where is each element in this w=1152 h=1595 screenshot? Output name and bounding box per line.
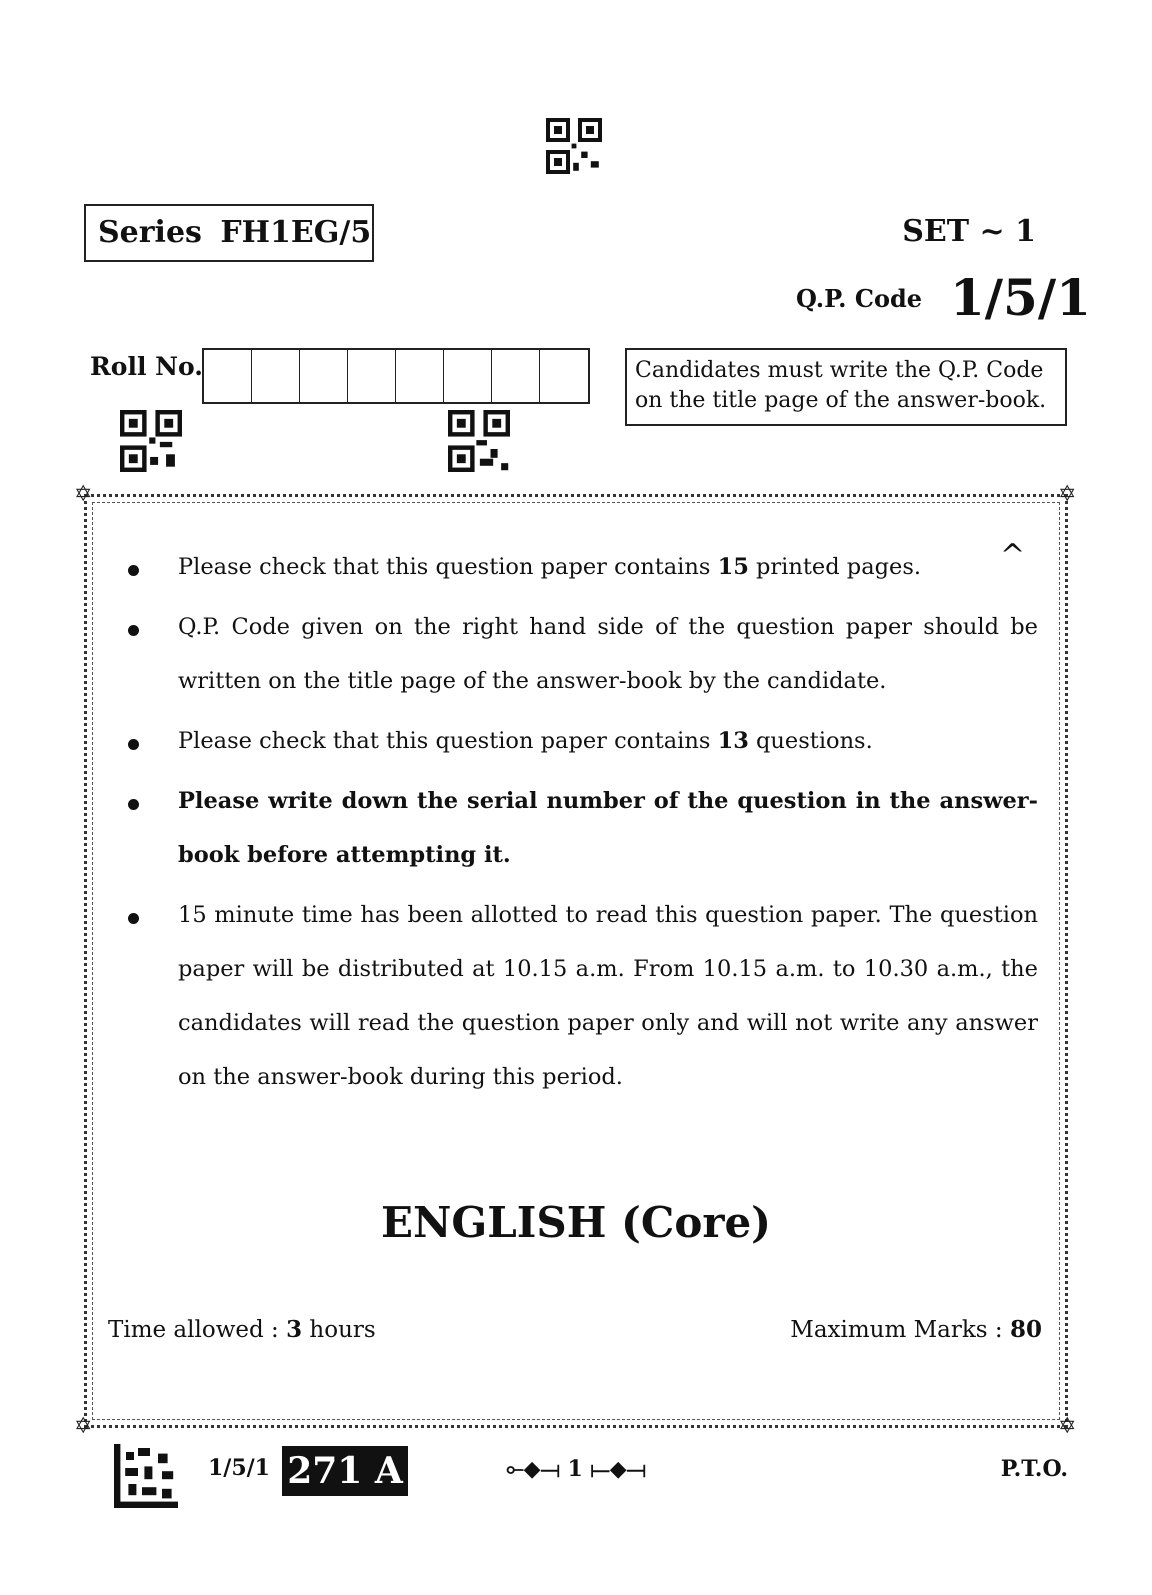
qr-pattern-middle <box>448 410 510 472</box>
qr-code-left <box>120 410 182 472</box>
instruction-item: Please check that this question paper contains 15 printed pages. <box>128 540 1038 594</box>
star-ornament-icon: ✡ <box>1058 1414 1077 1439</box>
roll-number-cell[interactable] <box>492 350 540 402</box>
qp-code-label: Q.P. Code <box>796 284 923 313</box>
star-ornament-icon: ✡ <box>1058 482 1077 507</box>
qr-code-top <box>546 118 602 174</box>
time-allowed: Time allowed : 3 hours <box>108 1316 376 1343</box>
caret-mark: ^ <box>1000 538 1026 573</box>
maximum-marks: Maximum Marks : 80 <box>790 1316 1042 1343</box>
roll-number-label: Roll No. <box>90 352 203 381</box>
footer-code-badge: 271 A <box>282 1446 408 1496</box>
roll-number-cell[interactable] <box>204 350 252 402</box>
roll-number-cell[interactable] <box>348 350 396 402</box>
instructions-list <box>128 540 1038 1104</box>
instruction-item: Please write down the serial number of the question in the answer-book before attempting it. <box>128 774 1038 882</box>
pto-label: P.T.O. <box>1000 1456 1068 1482</box>
star-ornament-icon: ✡ <box>74 482 93 507</box>
subject-title: ENGLISH (Core) <box>380 1198 772 1247</box>
roll-number-cell[interactable] <box>396 350 444 402</box>
set-label: SET ~ 1 <box>902 214 1036 249</box>
roll-number-cell[interactable] <box>444 350 492 402</box>
qp-code-value: 1/5/1 <box>950 268 1091 327</box>
qp-code-notice: Candidates must write the Q.P. Code on the title page of the answer-book. <box>625 348 1067 426</box>
roll-number-cell[interactable] <box>540 350 588 402</box>
roll-number-cell[interactable] <box>300 350 348 402</box>
instruction-item: 15 minute time has been allotted to read this question paper. The question paper will be distributed at 10.15 a.m. From 10.15 a.m. to 10.30 a.m., the candidates will read the question paper only and will not write any answer on the answer-book during this period. <box>128 888 1038 1104</box>
qr-code-middle <box>448 410 510 472</box>
roll-number-cell[interactable] <box>252 350 300 402</box>
series-label: Series FH1EG/5 <box>84 204 374 262</box>
roll-number-boxes[interactable] <box>202 348 590 404</box>
page-number: ⟜◆⟞ 1 ⟝◆⟞ <box>506 1456 646 1482</box>
qr-pattern-left <box>120 410 182 472</box>
instruction-item: Q.P. Code given on the right hand side of the question paper should be written on the title page of the answer-book by the candidate. <box>128 600 1038 708</box>
footer-qp-code: 1/5/1 <box>208 1455 270 1481</box>
star-ornament-icon: ✡ <box>74 1414 93 1439</box>
qr-pattern-top <box>546 118 602 174</box>
instruction-item: Please check that this question paper contains 13 questions. <box>128 714 1038 768</box>
